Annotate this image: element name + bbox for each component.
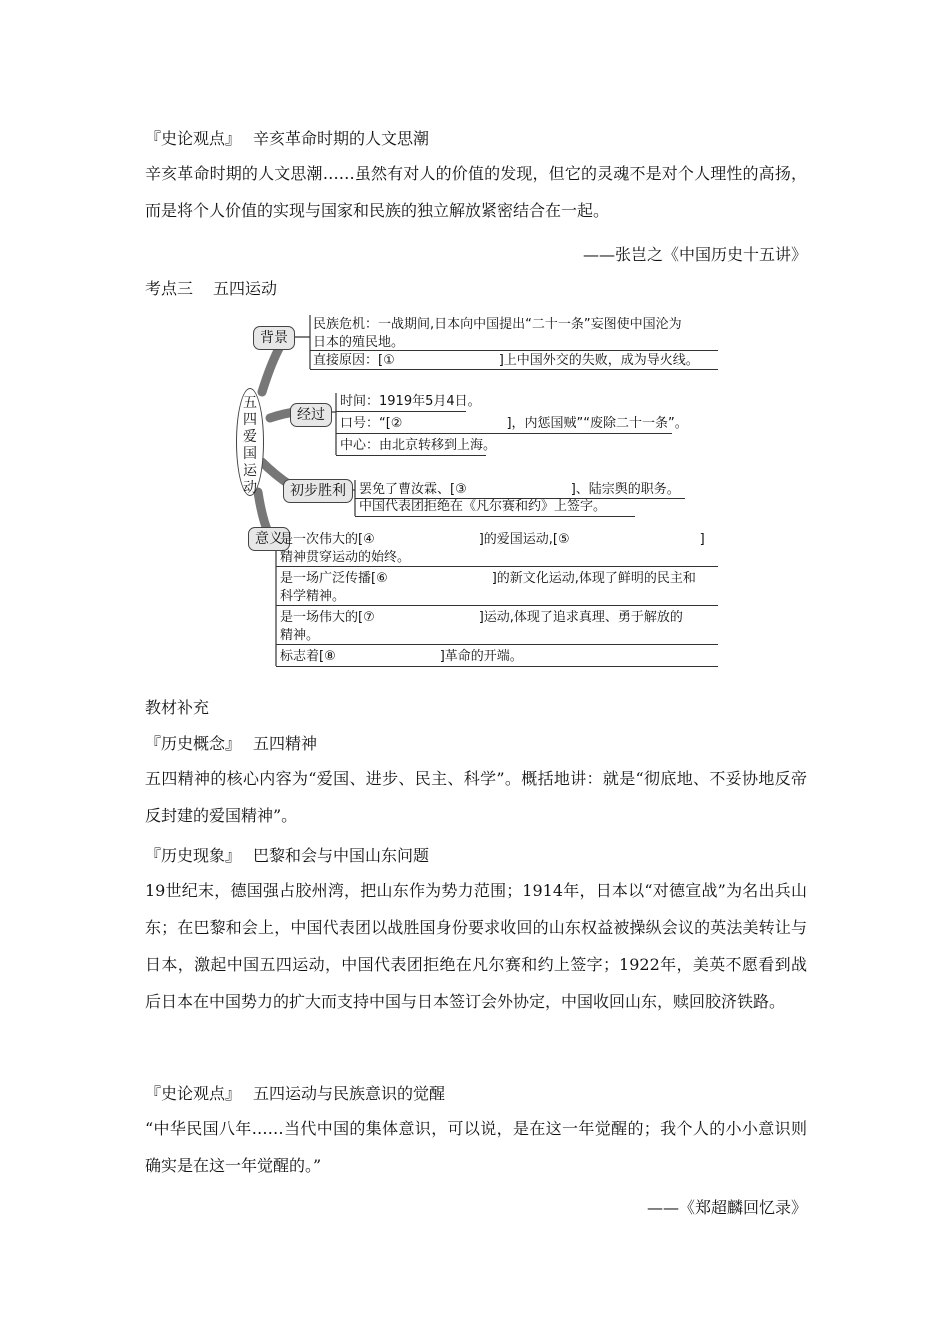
- kaodian-label: 考点三: [145, 279, 194, 298]
- jiaocai-heading: 教材补充: [145, 698, 210, 717]
- section-tag: 『历史概念』: [145, 734, 242, 753]
- branch-yy: [258, 492, 268, 532]
- bg-line-2: 日本的殖民地。: [313, 335, 405, 350]
- bg-line-3: 直接原因：[① ]上中国外交的失败，成为导火线。: [313, 353, 699, 368]
- section-body-3: 19世纪末，德国强占胶州湾，把山东作为势力范围；1914年，日本以“对德宣战”为名出兵山东；在巴黎和会上，中国代表团以战胜国身份要求收回的山东权益被操纵会议的英法美转让与日本，激起中国五四运动，中国代表团拒绝在凡尔赛和约上签字；1922年，美英不愿看到战后日本在中国势力的扩大而支持中国与日本签订会外协定，中国收回山东，赎回胶济铁路。: [145, 881, 807, 1011]
- divider: [310, 369, 718, 370]
- divider: [276, 566, 718, 567]
- section-title: 五四精神: [253, 734, 318, 753]
- section-tag: 『史论观点』: [145, 129, 242, 148]
- center-node-label: 五四爱国运动: [243, 395, 257, 496]
- yy-line-2: 精神贯穿运动的始终。: [280, 550, 411, 565]
- center-node: [236, 388, 264, 496]
- sl-line-2: 中国代表团拒绝在《凡尔赛和约》上签字。: [359, 499, 607, 514]
- divider: [336, 411, 466, 412]
- yy-line-1: 是一次伟大的[④ ]的爱国运动,[⑤ ]: [280, 532, 705, 547]
- divider: [336, 455, 486, 456]
- section-heading-2: [145, 731, 317, 754]
- node-significance: 意义: [248, 527, 290, 551]
- jg-line-3: 中心：由北京转移到上海。: [340, 438, 497, 453]
- divider: [336, 433, 672, 434]
- yy-line-7: 标志着[⑧ ]革命的开端。: [280, 649, 523, 664]
- section-tag: 『历史现象』: [145, 846, 242, 865]
- section-tag: 『史论观点』: [145, 1084, 242, 1103]
- jg-line-1: 时间：1919年5月4日。: [340, 394, 481, 409]
- jg-line-2: 口号：“[② ]，内惩国贼”“废除二十一条”。: [340, 416, 688, 431]
- section-title: 巴黎和会与中国山东问题: [253, 846, 430, 865]
- node-initial-victory: 初步胜利: [283, 479, 353, 503]
- node-process: 经过: [290, 403, 332, 427]
- sl-line-1: 罢免了曹汝霖、[③ ]、陆宗舆的职务。: [359, 482, 680, 497]
- section-title: 五四运动与民族意识的觉醒: [253, 1084, 446, 1103]
- citation-1: ——张岂之《中国历史十五讲》: [582, 245, 807, 264]
- node-background: 背景: [253, 326, 295, 350]
- divider: [355, 516, 635, 517]
- section-body-4: “中华民国八年……当代中国的集体意识，可以说，是在这一年觉醒的；我个人的小小意识则确实是在这一年觉醒的。”: [145, 1119, 807, 1175]
- bg-line-1: 民族危机：一战期间,日本向中国提出“二十一条”妄图使中国沦为: [313, 317, 682, 332]
- branch-bg: [262, 343, 282, 392]
- yy-line-3: 是一场广泛传播[⑥ ]的新文化运动,体现了鲜明的民主和: [280, 571, 696, 586]
- divider: [276, 605, 718, 606]
- section-title: 辛亥革命时期的人文思潮: [253, 129, 430, 148]
- divider: [276, 644, 718, 645]
- citation-4: ——《郑超麟回忆录》: [646, 1198, 807, 1217]
- divider: [276, 666, 718, 667]
- divider: [310, 350, 718, 351]
- section-body-2: 五四精神的核心内容为“爱国、进步、民主、科学”。概括地讲：就是“彻底地、不妥协地反帝反封建的爱国精神”。: [145, 769, 807, 825]
- section-body-1: 辛亥革命时期的人文思潮……虽然有对人的价值的发现，但它的灵魂不是对个人理性的高扬，而是将个人价值的实现与国家和民族的独立解放紧密结合在一起。: [145, 164, 807, 220]
- kaodian-title: 五四运动: [213, 279, 278, 298]
- yy-line-4: 科学精神。: [280, 589, 346, 604]
- yy-line-5: 是一场伟大的[⑦ ]运动,体现了追求真理、勇于解放的: [280, 610, 683, 625]
- yy-line-6: 精神。: [280, 628, 320, 643]
- section-heading-3: [145, 843, 429, 866]
- section-heading-4: [145, 1081, 445, 1104]
